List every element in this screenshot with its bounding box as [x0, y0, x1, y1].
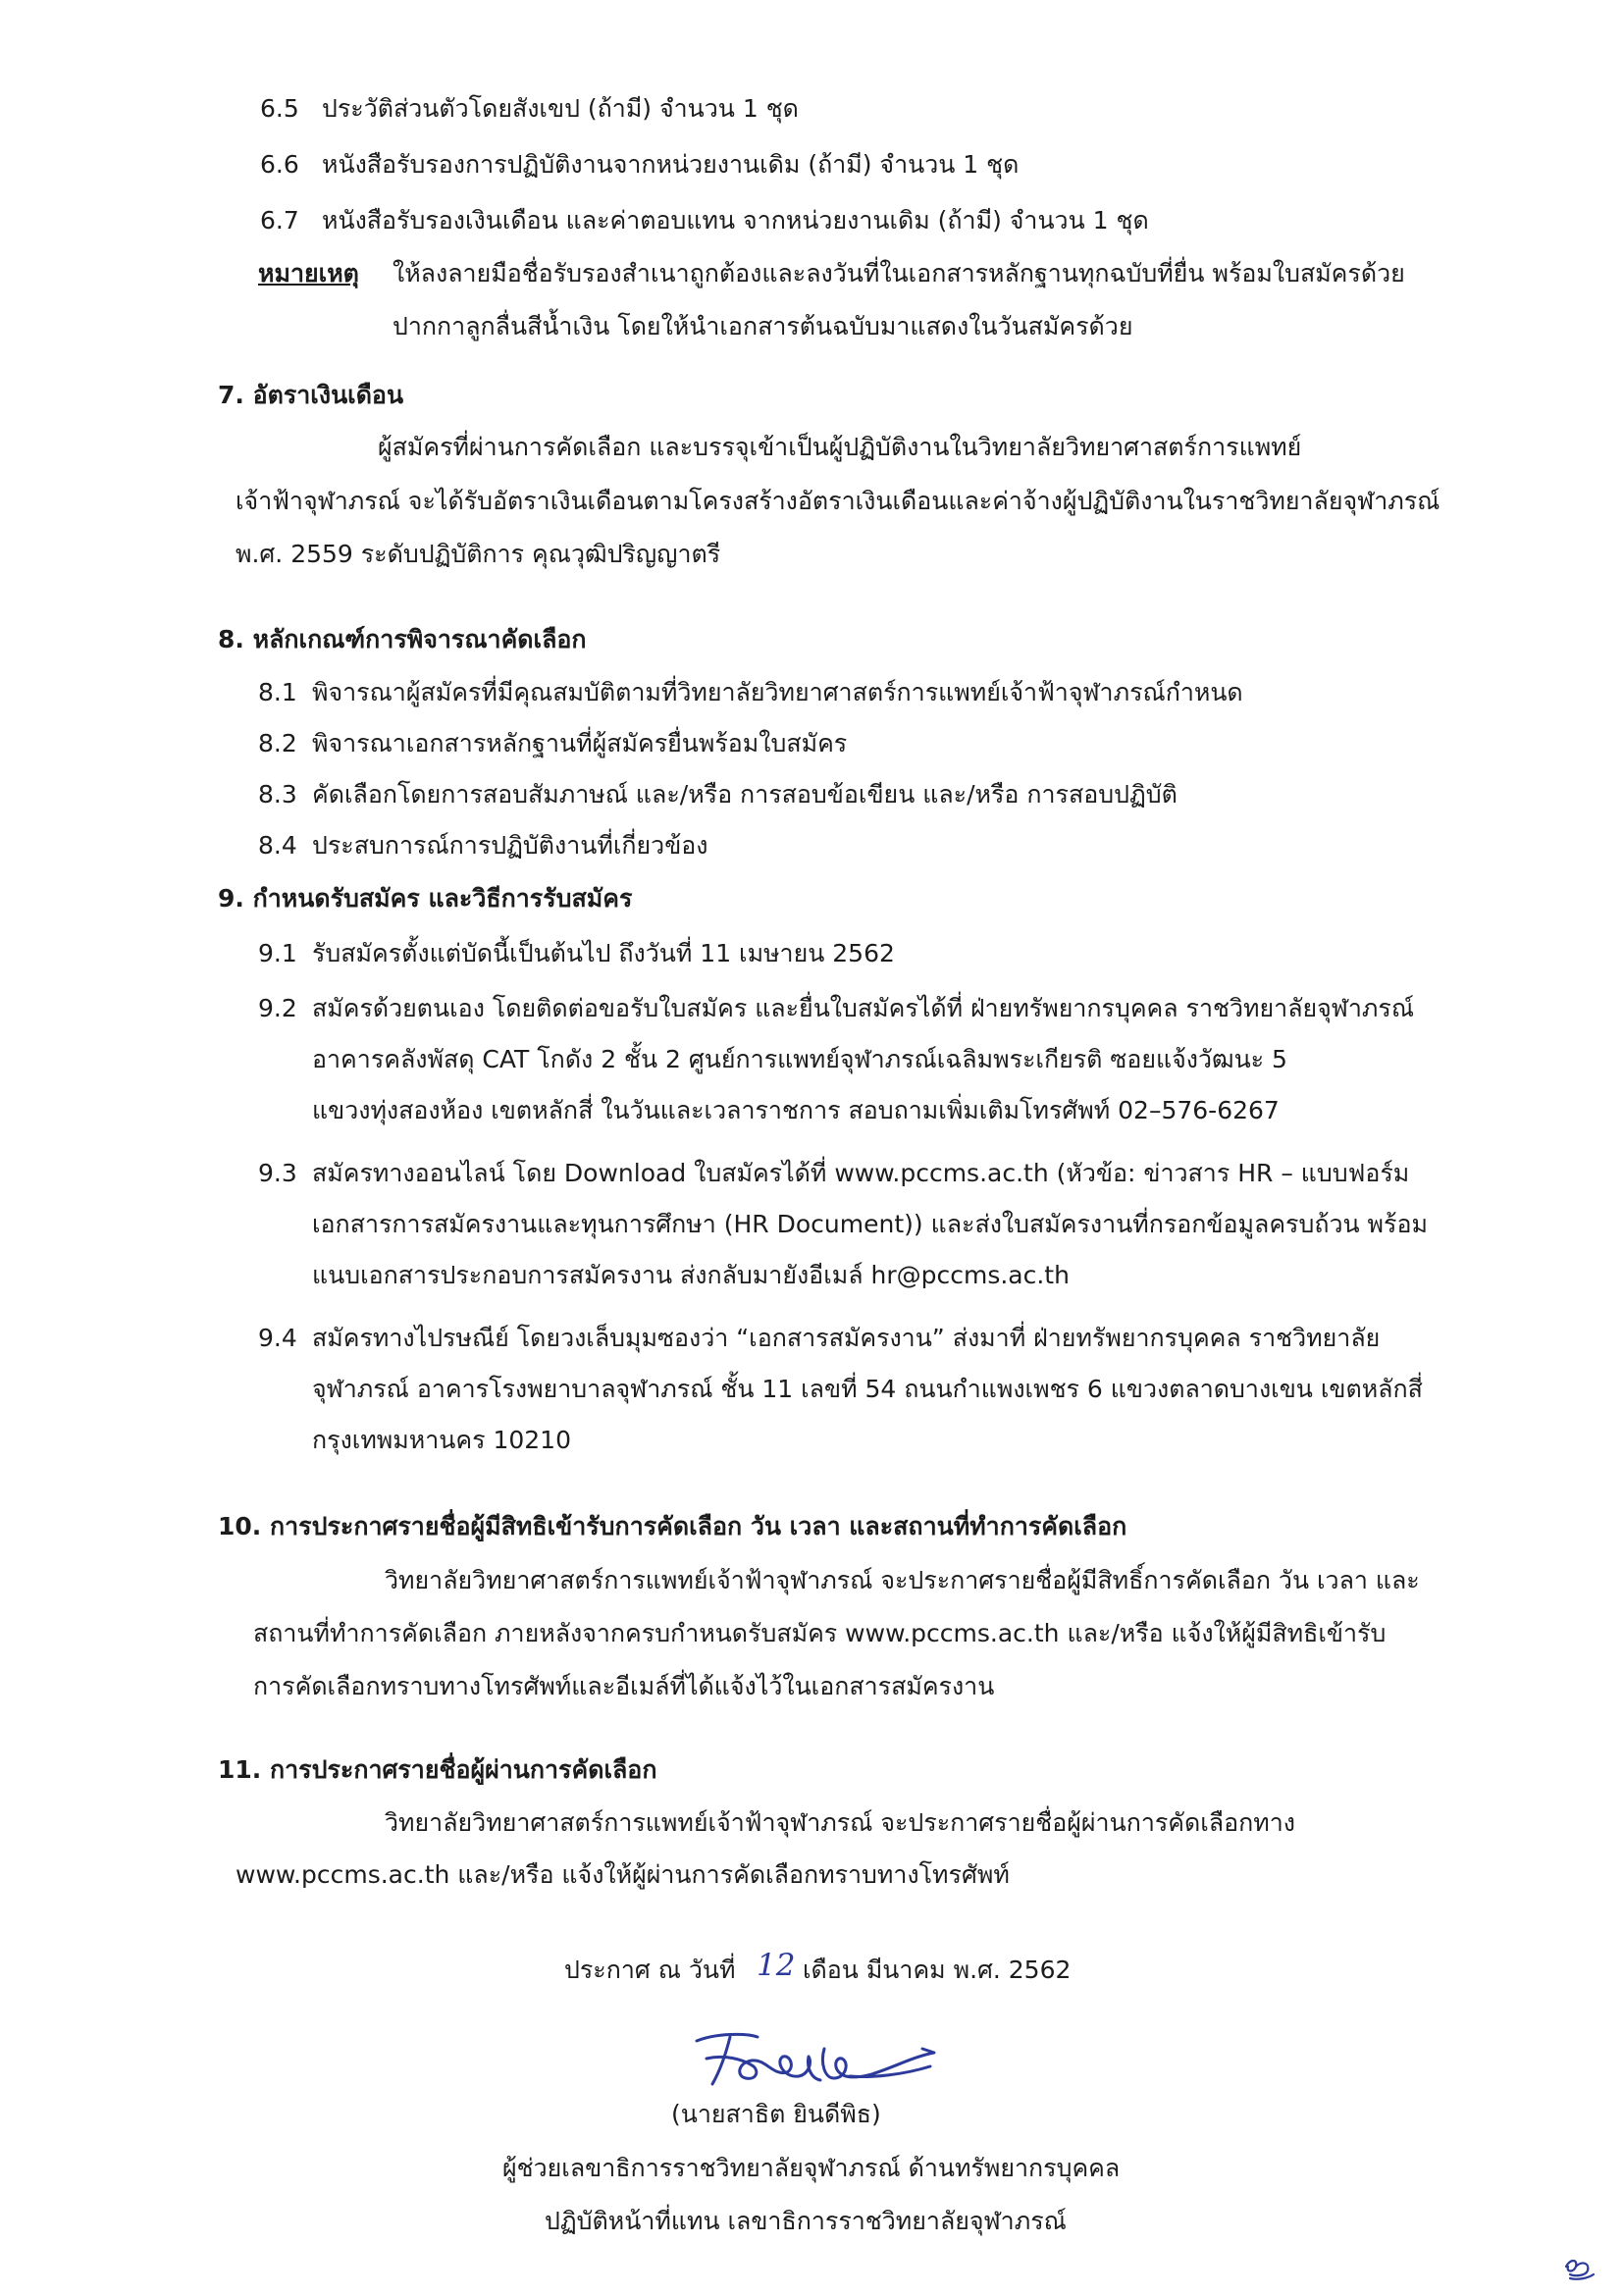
handwritten-day: 12: [757, 1948, 796, 1983]
list-item: [258, 731, 847, 756]
item-text: คัดเลือกโดยการสอบสัมภาษณ์ และ/หรือ การสอบข้อเขียน และ/หรือ การสอบปฏิบัติ: [312, 780, 1178, 809]
paragraph-line: การคัดเลือกทราบทางโทรศัพท์และอีเมล์ที่ได้แจ้งไว้ในเอกสารสมัครงาน: [253, 1672, 995, 1700]
note-label: หมายเหตุ: [258, 259, 359, 287]
list-item: [258, 782, 1178, 807]
item-number: 8.1: [258, 678, 297, 706]
item-text: สมัครทางออนไลน์ โดย Download ใบสมัครได้ที่ www.pccms.ac.th (หัวข้อ: ข่าวสาร HR – แบบฟอร์ม: [312, 1159, 1410, 1187]
list-item: [260, 208, 1149, 233]
signature-image: [677, 2019, 952, 2098]
note-line: ให้ลงลายมือชื่อรับรองสำเนาถูกต้องและลงวันที่ในเอกสารหลักฐานทุกฉบับที่ยื่น พร้อมใบสมัครด้วย: [393, 259, 1405, 287]
paragraph-line: สถานที่ทำการคัดเลือก ภายหลังจากครบกำหนดรับสมัคร www.pccms.ac.th และ/หรือ แจ้งให้ผู้มีสิทธิเข้ารับ: [253, 1619, 1387, 1647]
note-line: ปากกาลูกลื่นสีน้ำเงิน โดยให้นำเอกสารต้นฉบับมาแสดงในวันสมัครด้วย: [393, 312, 1133, 340]
item-number: 6.5: [260, 94, 299, 123]
item-number: 8.3: [258, 780, 297, 809]
paragraph-line: ผู้สมัครที่ผ่านการคัดเลือก และบรรจุเข้าเป็นผู้ปฏิบัติงานในวิทยาลัยวิทยาศาสตร์การแพทย์: [378, 433, 1302, 461]
section-heading: 8. หลักเกณฑ์การพิจารณาคัดเลือก: [218, 625, 587, 653]
item-number: 8.4: [258, 831, 297, 860]
item-text: แขวงทุ่งสองห้อง เขตหลักสี่ ในวันและเวลาราชการ สอบถามเพิ่มเติมโทรศัพท์ 02–576-6267: [312, 1096, 1280, 1124]
item-number: 9.3: [258, 1159, 297, 1187]
paragraph-line: วิทยาลัยวิทยาศาสตร์การแพทย์เจ้าฟ้าจุฬาภรณ์ จะประกาศรายชื่อผู้มีสิทธิ์การคัดเลือก วัน เวลา และ: [385, 1566, 1420, 1594]
item-number: 9.2: [258, 994, 297, 1022]
item-number: 6.6: [260, 150, 299, 179]
item-text: พิจารณาผู้สมัครที่มีคุณสมบัติตามที่วิทยาลัยวิทยาศาสตร์การแพทย์เจ้าฟ้าจุฬาภรณ์กำหนด: [312, 678, 1243, 706]
item-text: รับสมัครตั้งแต่บัดนี้เป็นต้นไป ถึงวันที่ 11 เมษายน 2562: [312, 939, 895, 967]
section-heading: 7. อัตราเงินเดือน: [218, 381, 404, 409]
item-number: 8.2: [258, 729, 297, 757]
section-heading: 11. การประกาศรายชื่อผู้ผ่านการคัดเลือก: [218, 1755, 657, 1784]
item-text: แนบเอกสารประกอบการสมัครงาน ส่งกลับมายังอีเมล์ hr@pccms.ac.th: [312, 1261, 1070, 1289]
item-text: สมัครทางไปรษณีย์ โดยวงเล็บมุมซองว่า “เอกสารสมัครงาน” ส่งมาที่ ฝ่ายทรัพยากรบุคคล ราชวิทยาลัย: [312, 1324, 1381, 1352]
item-text: ประสบการณ์การปฏิบัติงานที่เกี่ยวข้อง: [312, 831, 708, 860]
item-text: อาคารคลังพัสดุ CAT โกดัง 2 ชั้น 2 ศูนย์การแพทย์จุฬาภรณ์เฉลิมพระเกียรติ ซอยแจ้งวัฒนะ 5: [312, 1045, 1287, 1073]
item-text: กรุงเทพมหานคร 10210: [312, 1426, 571, 1454]
item-text: พิจารณาเอกสารหลักฐานที่ผู้สมัครยื่นพร้อมใบสมัคร: [312, 729, 848, 757]
item-text: จุฬาภรณ์ อาคารโรงพยาบาลจุฬาภรณ์ ชั้น 11 เลขที่ 54 ถนนกำแพงเพชร 6 แขวงตลาดบางเขน เขตหลักสี่: [312, 1375, 1423, 1403]
announcement-prefix: ประกาศ ณ วันที่: [564, 1956, 736, 1984]
item-text: ประวัติส่วนตัวโดยสังเขป (ถ้ามี) จำนวน 1 ชุด: [322, 94, 799, 123]
list-item: [258, 833, 708, 858]
list-item: [260, 96, 799, 121]
item-number: 9.4: [258, 1324, 297, 1352]
section-heading: 9. กำหนดรับสมัคร และวิธีการรับสมัคร: [218, 884, 633, 913]
paragraph-line: วิทยาลัยวิทยาศาสตร์การแพทย์เจ้าฟ้าจุฬาภรณ์ จะประกาศรายชื่อผู้ผ่านการคัดเลือกทาง: [385, 1808, 1295, 1837]
announcement-suffix: เดือน มีนาคม พ.ศ. 2562: [803, 1956, 1072, 1984]
item-text: หนังสือรับรองการปฏิบัติงานจากหน่วยงานเดิม (ถ้ามี) จำนวน 1 ชุด: [322, 150, 1020, 179]
paragraph-line: พ.ศ. 2559 ระดับปฏิบัติการ คุณวุฒิปริญญาตรี: [236, 540, 721, 568]
section-heading: 10. การประกาศรายชื่อผู้มีสิทธิเข้ารับการคัดเลือก วัน เวลา และสถานที่ทำการคัดเลือก: [218, 1512, 1127, 1540]
item-text: สมัครด้วยตนเอง โดยติดต่อขอรับใบสมัคร และยื่นใบสมัครได้ที่ ฝ่ายทรัพยากรบุคคล ราชวิทยาลัยจุฬาภรณ์: [312, 994, 1415, 1022]
initials-mark: [1560, 2253, 1599, 2282]
item-text: เอกสารการสมัครงานและทุนการศึกษา (HR Document)) และส่งใบสมัครงานที่กรอกข้อมูลครบถ้วน พร้อม: [312, 1210, 1428, 1238]
signatory-position: ปฏิบัติหน้าที่แทน เลขาธิการราชวิทยาลัยจุฬาภรณ์: [545, 2207, 1067, 2235]
list-item: [258, 680, 1243, 704]
signatory-name: (นายสาธิต ยินดีพิธ): [671, 2100, 881, 2128]
item-number: 9.1: [258, 939, 297, 967]
paragraph-line: เจ้าฟ้าจุฬาภรณ์ จะได้รับอัตราเงินเดือนตามโครงสร้างอัตราเงินเดือนและค่าจ้างผู้ปฏิบัติงานในราชวิทยาลัยจุฬาภรณ์: [236, 487, 1440, 515]
item-number: 6.7: [260, 206, 299, 235]
list-item: [260, 152, 1019, 177]
item-text: หนังสือรับรองเงินเดือน และค่าตอบแทน จากหน่วยงานเดิม (ถ้ามี) จำนวน 1 ชุด: [322, 206, 1149, 235]
signatory-position: ผู้ช่วยเลขาธิการราชวิทยาลัยจุฬาภรณ์ ด้านทรัพยากรบุคคล: [502, 2154, 1121, 2182]
paragraph-line: www.pccms.ac.th และ/หรือ แจ้งให้ผู้ผ่านการคัดเลือกทราบทางโทรศัพท์: [236, 1860, 1010, 1889]
